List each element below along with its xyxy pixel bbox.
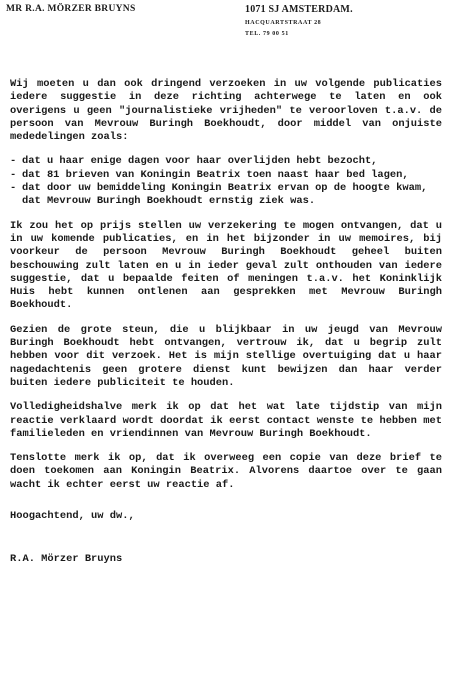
letterhead-city: 1071 SJ AMSTERDAM.	[245, 4, 353, 15]
letterhead-sender: MR R.A. MÖRZER BRUYNS	[6, 4, 136, 14]
list-item: - dat 81 brieven van Koningin Beatrix toen naast haar bed lagen,	[10, 169, 442, 182]
paragraph-completeness: Volledigheidshalve merk ik op dat het wat late tijdstip van mijn reactie verklaard wordt doordat ik eerst contact wenste te hebben met familieleden en vriendinnen van Mevrouw Buringh Boekhoudt.	[10, 401, 442, 440]
closing-salutation: Hoogachtend, uw dw.,	[10, 510, 135, 523]
incorrect-claims-list	[10, 155, 442, 208]
paragraph-request: Wij moeten u dan ook dringend verzoeken in uw volgende publicaties iedere suggestie in deze richting achterwege te laten en ook overigens u geen "journalistieke vrijheden" te veroorloven t.a.v. de persoon van Mevrouw Buringh Boekhoudt, door middel van onjuiste mededelingen zoals:	[10, 78, 442, 144]
letter-body	[10, 78, 442, 578]
letterhead-street: HACQUARTSTRAAT 28	[245, 20, 322, 26]
paragraph-support: Gezien de grote steun, die u blijkbaar in uw jeugd van Mevrouw Buringh Boekhoudt hebt ontvangen, vertrouw ik, dat u begrip zult hebben voor dit verzoek. Het is mijn stellige overtuiging dat u haar nagedachtenis geen grotere dienst kunt bewijzen dan haar verder buiten iedere publiciteit te houden.	[10, 323, 442, 389]
paragraph-assurance: Ik zou het op prijs stellen uw verzekering te mogen ontvangen, dat u in uw komende publicaties, en in het bijzonder in uw memoires, bij voorkeur de persoon Mevrouw Buringh Boekhoudt geheel buiten beschouwing zult laten en u in ieder geval zult onthouden van iedere suggestie, dat u bepaalde feiten of meningen t.a.v. het Koninklijk Huis hebt kunnen ontlenen aan gesprekken met Mevrouw Buringh Boekhoudt.	[10, 219, 442, 312]
letterhead-address	[245, 4, 353, 37]
list-item: - dat door uw bemiddeling Koningin Beatrix ervan op de hoogte kwam, dat Mevrouw Buringh Boekhoudt ernstig ziek was.	[10, 182, 442, 209]
letterhead-telephone: TEL. 79 00 51	[245, 31, 289, 37]
paragraph-conclusion: Tenslotte merk ik op, dat ik overweeg een copie van deze brief te doen toekomen aan Koningin Beatrix. Alvorens daartoe over te gaan wacht ik echter eerst uw reactie af.	[10, 452, 442, 491]
list-item: - dat u haar enige dagen voor haar overlijden hebt bezocht,	[10, 155, 442, 168]
signature: R.A. Mörzer Bruyns	[10, 553, 123, 566]
